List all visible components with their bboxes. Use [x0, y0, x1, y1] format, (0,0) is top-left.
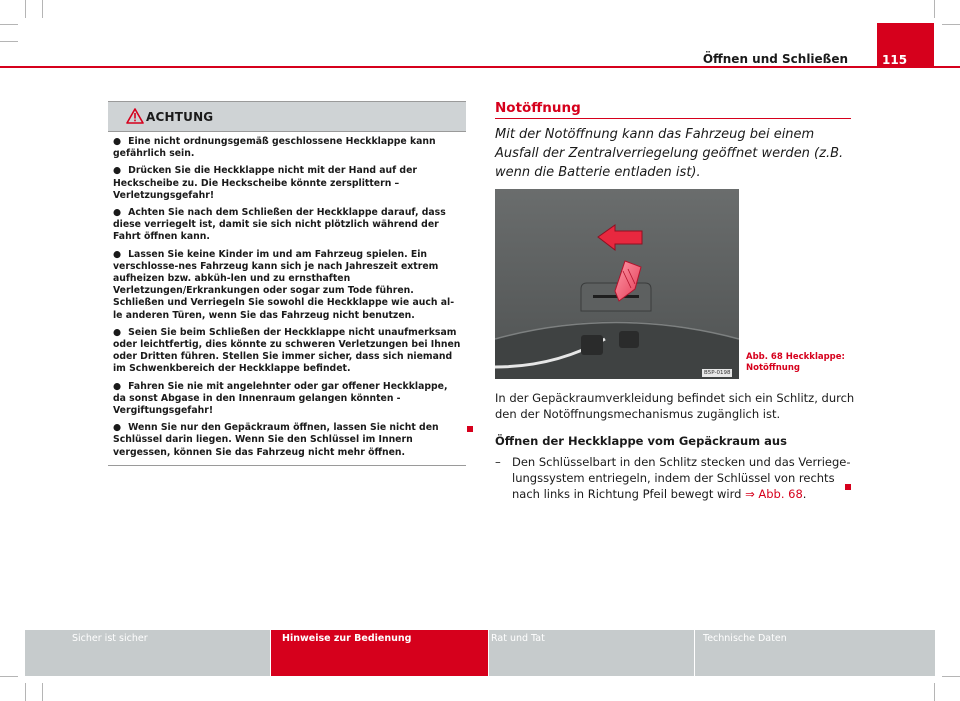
instruction-step — [495, 454, 860, 502]
warning-item-text: Eine nicht ordnungsgemäß geschlossene Heckklappe kann gefährlich sein. — [113, 136, 436, 160]
bullet-icon: ● — [113, 248, 122, 260]
running-header-title: Öffnen und Schließen — [702, 52, 848, 66]
warning-item — [113, 327, 462, 376]
section-end-marker — [467, 426, 473, 432]
bullet-icon: ● — [113, 136, 122, 147]
step-text-container — [512, 454, 860, 502]
warning-item-text: Wenn Sie nur den Gepäckraum öffnen, lassen Sie nicht den Schlüssel darin liegen. Wenn Sie den Schlüssel im Innern vergessen, können Sie das Fahrzeug nicht mehr öffnen. — [113, 422, 439, 458]
tab-rat-und-tat[interactable]: Rat und Tat — [489, 630, 694, 676]
section-end-marker — [845, 484, 851, 490]
bullet-icon: ● — [113, 380, 122, 392]
figure-reference-link[interactable]: ⇒ Abb. 68 — [745, 487, 803, 501]
crop-mark — [0, 676, 18, 677]
warning-item — [113, 136, 462, 160]
crop-mark — [0, 41, 18, 42]
step-dash: – — [495, 455, 501, 469]
tab-sicher-ist-sicher[interactable]: Sicher ist sicher — [25, 630, 270, 676]
tab-technische-daten[interactable]: Technische Daten — [695, 630, 935, 676]
warning-box — [108, 101, 466, 466]
section-intro: Mit der Notöffnung kann das Fahrzeug bei einem Ausfall der Zentralverriegelung geöffnet werden (z.B. wenn die Batterie entladen ist). — [495, 127, 844, 180]
warning-item — [113, 249, 462, 322]
section-title: Notöffnung — [495, 100, 581, 116]
warning-triangle-icon — [126, 108, 144, 128]
warning-body — [108, 132, 466, 465]
figure-caption-line: Notöffnung — [746, 363, 800, 373]
crop-mark — [942, 676, 960, 677]
crop-mark — [42, 0, 43, 18]
body-paragraph: In der Gepäckraumverkleidung befindet sich ein Schlitz, durch den der Notöffnungsmechanismus zugänglich ist. — [495, 391, 855, 421]
warning-title: ACHTUNG — [146, 110, 214, 124]
figure-code: B5P-0198 — [704, 370, 731, 376]
warning-item — [113, 165, 462, 202]
crop-mark — [934, 0, 935, 18]
subheading: Öffnen der Heckklappe vom Gepäckraum aus — [495, 434, 787, 448]
crop-mark — [934, 683, 935, 701]
figure-caption — [746, 352, 845, 374]
crop-mark — [942, 24, 960, 25]
bullet-icon: ● — [113, 422, 122, 434]
figure-trunk-emergency-release — [495, 189, 739, 379]
warning-item — [113, 422, 462, 459]
warning-item-text: Seien Sie beim Schließen der Heckklappe nicht unaufmerksam oder leichtfertig, dies könnte zu schweren Verletzungen bei Ihnen oder Dritten führen. Stellen Sie immer sicher, dass sich niemand im Schwenkbereich der Heckklappe befindet. — [113, 326, 461, 375]
figure-illustration — [495, 189, 739, 379]
warning-item-text: Achten Sie nach dem Schließen der Heckklappe darauf, dass diese verriegelt ist, damit sie sich nicht plötzlich während der Fahrt öffnen kann. — [113, 207, 446, 243]
section-rule — [495, 118, 851, 119]
warning-item-text: Drücken Sie die Heckklappe nicht mit der Hand auf der Heckscheibe zu. Die Heckscheibe könnte zersplittern – Verletzungsgefahr! — [113, 165, 417, 201]
crop-mark — [25, 683, 26, 701]
tab-hinweise-zur-bedienung[interactable]: Hinweise zur Bedienung — [271, 630, 488, 676]
page-number: 115 — [877, 23, 934, 68]
bullet-icon: ● — [113, 165, 122, 177]
crop-mark — [42, 683, 43, 701]
figure-caption-line: Abb. 68 Heckklappe: — [746, 352, 845, 362]
warning-item — [113, 381, 462, 418]
bullet-icon: ● — [113, 326, 122, 338]
header-rule — [0, 66, 960, 68]
warning-item — [113, 207, 462, 244]
crop-mark — [0, 24, 18, 25]
crop-mark — [25, 0, 26, 18]
warning-item-text: Lassen Sie keine Kinder im und am Fahrzeug spielen. Ein verschlosse-nes Fahrzeug kann sich je nach Jahreszeit extrem aufheizen bzw. abküh-len und zu ernsthaften Verletzungen/Erkrankungen oder sogar zum Tode führen. Schließen und Verriegeln Sie sowohl die Heckklappe wie auch al-le anderen Türen, wenn Sie das Fahrzeug nicht benutzen. — [113, 248, 455, 321]
warning-header — [108, 102, 466, 132]
step-text: Den Schlüsselbart in den Schlitz stecken und das Verriege-lungssystem entriegeln, indem der Schlüssel von rechts nach links in Richtung Pfeil bewegt wird — [512, 455, 851, 501]
warning-item-text: Fahren Sie nie mit angelehnter oder gar offener Heckklappe, da sonst Abgase in den Innenraum gelangen könnten - Vergiftungsgefahr! — [113, 380, 448, 417]
bullet-icon: ● — [113, 207, 122, 219]
footer-navigation — [25, 630, 935, 676]
step-end: . — [802, 487, 807, 501]
